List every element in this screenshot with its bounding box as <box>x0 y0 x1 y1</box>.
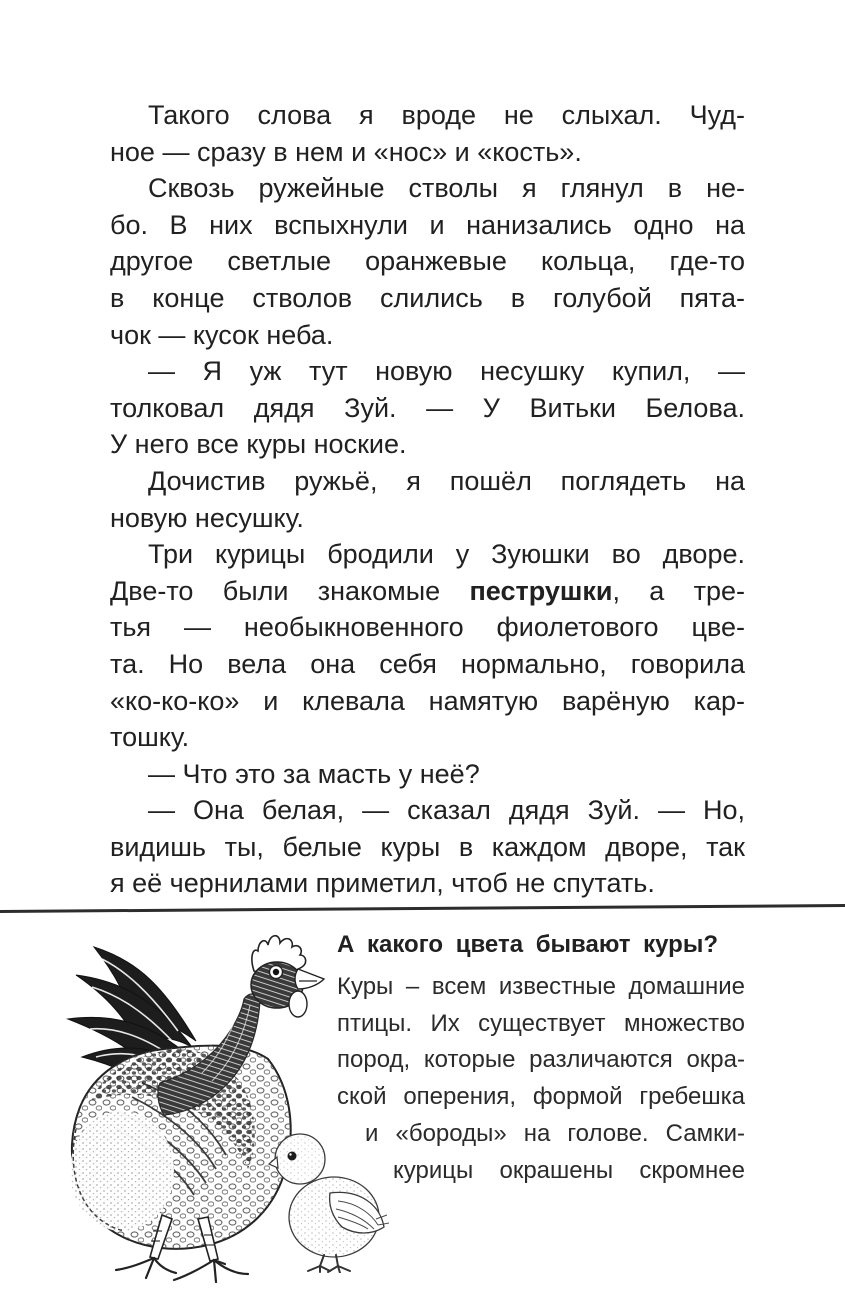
info-line: пород, которые различаются окра- <box>337 1046 745 1074</box>
story-paragraph <box>110 97 745 170</box>
story-line: тошку. <box>110 722 190 753</box>
story-line: бо. В них вспыхнули и нанизались одно на <box>110 209 745 240</box>
story-paragraph <box>110 756 745 793</box>
story-line: — Я уж тут новую несушку купил, — <box>148 356 745 387</box>
story-line: Такого слова я вроде не слыхал. Чуд- <box>148 100 745 130</box>
story-line: «ко-ко-ко» и клевала намятую варёную кар- <box>110 685 745 716</box>
story-line: У него все куры ноские. <box>110 429 407 460</box>
info-line: Куры – всем известные домашние <box>337 973 745 1000</box>
story-line: Дочистив ружьё, я пошёл поглядеть на <box>148 465 745 496</box>
story-text <box>110 97 745 902</box>
story-line: — Она белая, — сказал дядя Зуй. — Но, <box>148 795 745 826</box>
story-line: тья — необыкновенного фиолетового цве- <box>110 612 745 643</box>
story-paragraph <box>110 170 745 353</box>
section-divider <box>0 904 845 913</box>
info-heading: А какого цвета бывают куры? <box>337 931 718 958</box>
story-line: другое светлые оранжевые кольца, где-то <box>110 246 745 277</box>
story-line: Три курицы бродили у Зуюшки во дворе. <box>148 539 745 570</box>
story-line: толковал дядя Зуй. — У Витьки Белова. <box>110 392 745 423</box>
story-line: ное — сразу в нем и «нос» и «кость». <box>110 136 582 167</box>
story-line: в конце стволов слились в голубой пята- <box>110 282 745 313</box>
story-line: Сквозь ружейные стволы я глянул в не- <box>148 173 745 204</box>
info-section <box>0 915 845 1312</box>
story-line: та. Но вела она себя нормально, говорила <box>110 648 745 679</box>
info-body <box>337 969 745 1189</box>
info-line: ской оперения, формой гребешка <box>337 1083 745 1111</box>
story-paragraph <box>110 463 745 536</box>
info-line: птицы. Их существует множество <box>337 1009 745 1037</box>
story-paragraph <box>110 536 745 756</box>
story-line: Две-то были знакомые пеструшки, а тре- <box>110 575 745 606</box>
story-line: я её чернилами приметил, чтоб не спутать. <box>110 868 655 899</box>
info-line: и «бороды» на голове. Самки- <box>365 1119 745 1147</box>
story-line: чок — кусок неба. <box>110 319 334 350</box>
story-paragraph <box>110 792 745 902</box>
info-line: курицы окрашены скромнее <box>393 1156 745 1184</box>
story-line: — Что это за масть у неё? <box>148 758 480 789</box>
story-paragraph <box>110 353 745 463</box>
story-line: новую несушку. <box>110 502 304 533</box>
story-line: видишь ты, белые куры в каждом дворе, так <box>110 831 745 862</box>
